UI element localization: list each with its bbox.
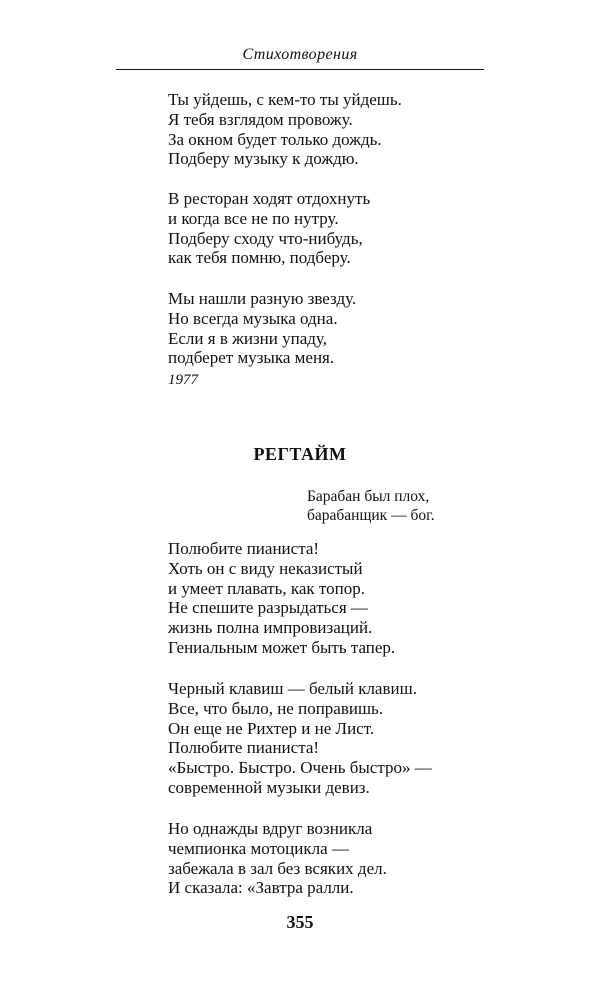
poem-line: «Быстро. Быстро. Очень быстро» — [168,758,432,778]
poem-line: подберет музыка меня. [168,348,335,368]
poem-line: жизнь полна импровизаций. [168,618,373,638]
poem1-year: 1977 [168,372,198,388]
poem-line: Гениальным может быть тапер. [168,637,396,657]
poem-line: Хоть он с виду неказистый [168,558,363,578]
epigraph-line: Барабан был плох, [307,488,430,505]
poem-line: Подберу музыку к дождю. [168,149,359,169]
header-rule [116,69,484,70]
poem-line: как тебя помню, подберу. [168,248,351,268]
poem-line: В ресторан ходят отдохнуть [168,189,371,208]
poem-line: Полюбите пианиста! [168,738,320,758]
poem1-stanza-2 [168,189,370,268]
poem1-stanza-3 [168,289,356,368]
poem-line: Но всегда музыка одна. [168,308,338,328]
poem-line: Я тебя взглядом провожу. [168,109,353,129]
running-header: Стихотворения [242,46,358,63]
poem-line: Но однажды вдруг возникла [168,819,373,838]
poem-line: За окном будет только дождь. [168,129,382,149]
poem-line: и когда все не по нутру. [168,208,339,228]
poem-line: И сказала: «Завтра ралли. [168,878,354,898]
poem2-title: РЕГТАЙМ [253,444,347,464]
poem-line: Ты уйдешь, с кем-то ты уйдешь. [168,90,402,109]
poem-line: Он еще не Рихтер и не Лист. [168,718,375,738]
poem-line: Все, что было, не поправишь. [168,698,384,718]
poem-line: Не спешите разрыдаться — [168,598,368,618]
poem2-stanza-3 [168,819,387,898]
poem-line: и умеет плавать, как топор. [168,578,365,598]
poem2-epigraph [307,487,435,525]
poem-line: Черный клавиш — белый клавиш. [168,679,417,698]
poem2-stanza-2 [168,679,432,798]
poem1-stanza-1 [168,90,402,169]
poem-line: Подберу сходу что-нибудь, [168,228,363,248]
poem-line: Если я в жизни упаду, [168,328,327,348]
poem-line: забежала в зал без всяких дел. [168,858,387,878]
poem-line: чемпионка мотоцикла — [168,838,349,858]
poem-line: Мы нашли разную звезду. [168,289,357,308]
poem2-stanza-1 [168,539,395,658]
epigraph-line: барабанщик — бог. [307,507,435,524]
page-number: 355 [286,912,314,932]
poem-line: современной музыки девиз. [168,777,370,797]
poem-line: Полюбите пианиста! [168,539,320,558]
